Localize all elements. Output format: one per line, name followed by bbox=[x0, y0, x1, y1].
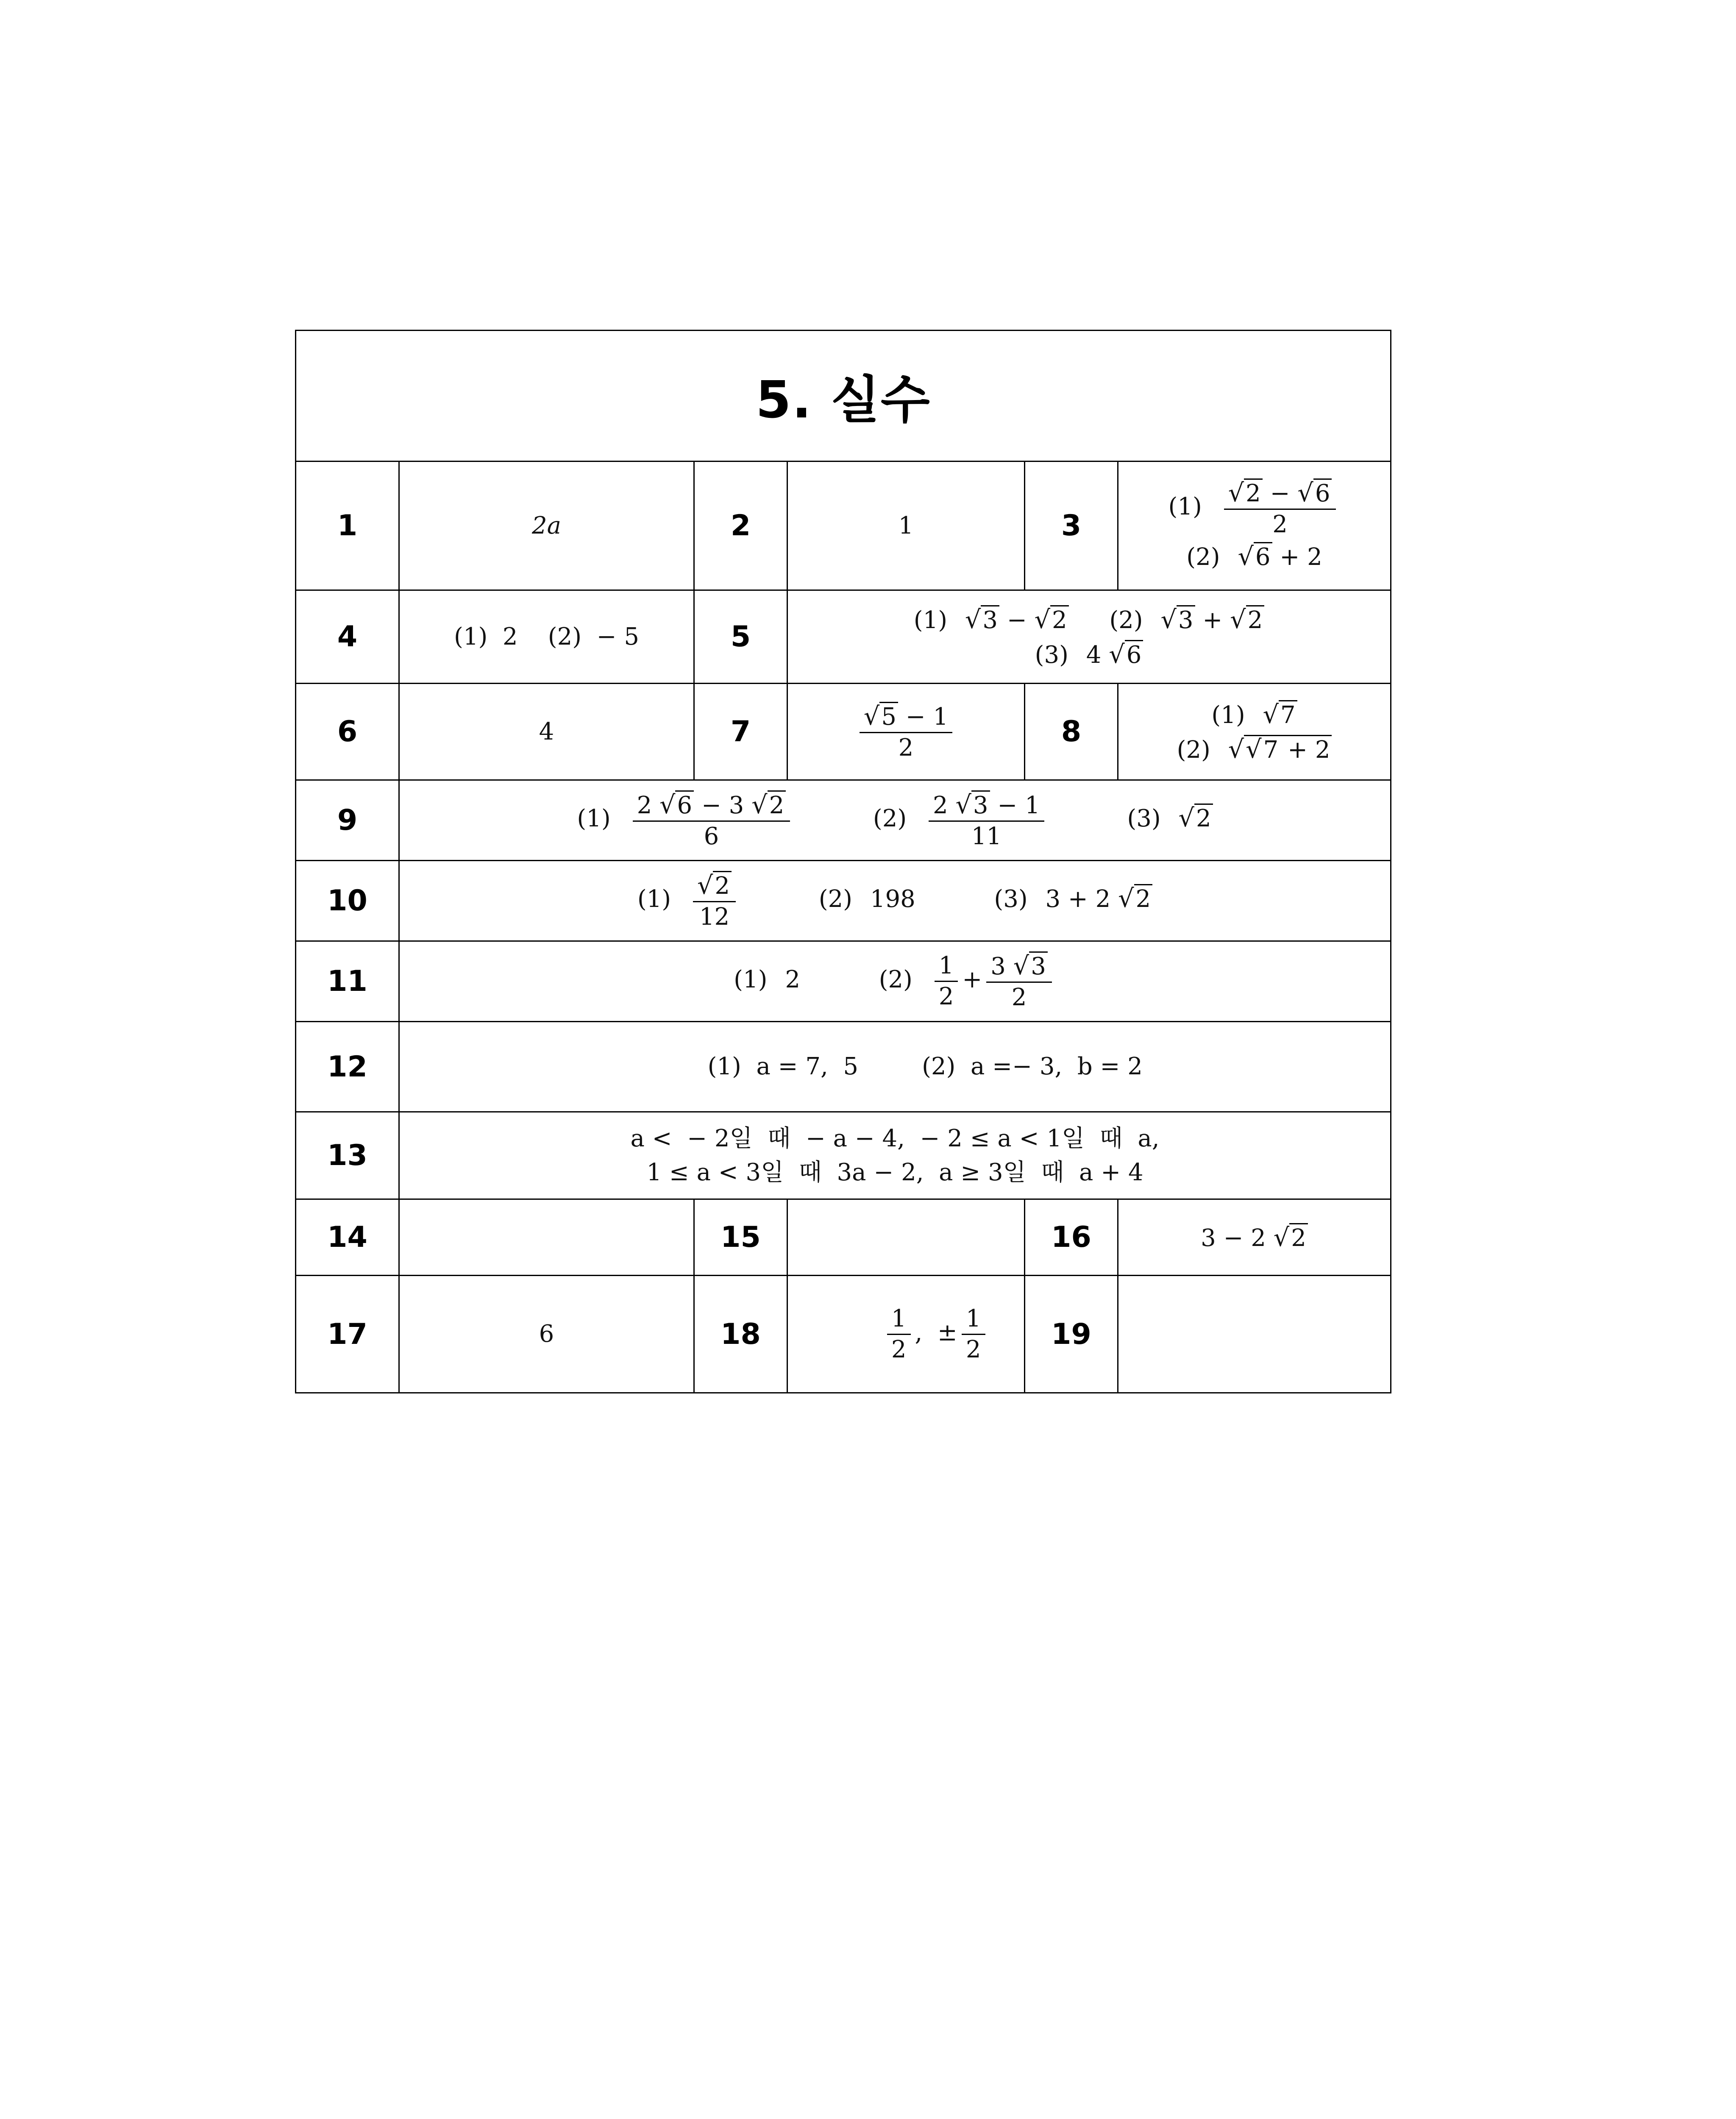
table-row bbox=[296, 1199, 1391, 1276]
answer-cell: (1) $\frac{2 √6 - 3 √2}{6}$ (2) $\frac{2 √3 - 1}{11}$ (3) √2 bbox=[399, 780, 1391, 861]
answer-cell bbox=[787, 462, 1025, 590]
answer-cell: 3 − 2 √2 bbox=[1118, 1199, 1391, 1276]
problem-number: 6 bbox=[296, 684, 399, 780]
problem-number: 12 bbox=[296, 1022, 399, 1112]
title-cell bbox=[296, 331, 1391, 462]
answer-cell: (1) $\frac{√2}{12}$ (2) 198 (3) 3 + 2 √2 bbox=[399, 861, 1391, 941]
answer-cell: (1) $\frac{√2 - √6}{2}$ (2) √6 + 2 bbox=[1118, 462, 1391, 590]
problem-number: 10 bbox=[296, 861, 399, 941]
answer-cell: (1) √7 (2) √√7 + 2 bbox=[1118, 684, 1391, 780]
problem-number: 3 bbox=[1025, 462, 1118, 590]
answer-cell: 6 bbox=[399, 1276, 694, 1393]
problem-number: 1 bbox=[296, 462, 399, 590]
answer-cell: (1) √3 − √2 (2) √3 + √2 (3) 4 √6 bbox=[787, 590, 1391, 684]
answer-cell bbox=[399, 590, 694, 684]
fraction: $\frac{√2 - √6}{2}$ bbox=[1224, 479, 1336, 537]
table-row bbox=[296, 1022, 1391, 1112]
table-row bbox=[296, 1276, 1391, 1393]
problem-number: 15 bbox=[694, 1199, 787, 1276]
answer-cell bbox=[399, 684, 694, 780]
answer-cell bbox=[787, 1199, 1025, 1276]
problem-number: 17 bbox=[296, 1276, 399, 1393]
answer-cell bbox=[787, 684, 1025, 780]
problem-number: 8 bbox=[1025, 684, 1118, 780]
problem-number: 13 bbox=[296, 1112, 399, 1199]
answer-cell bbox=[399, 462, 694, 590]
answer-cell: (1) a = 7, 5 (2) a =− 3, b = 2 bbox=[399, 1022, 1391, 1112]
problem-number: 11 bbox=[296, 941, 399, 1022]
answer-text: 1 bbox=[898, 512, 914, 539]
table-row bbox=[296, 462, 1391, 590]
answer-cell bbox=[1118, 1276, 1391, 1393]
answer-cell: (1) 2 (2) $\frac{1}{2}$ + $\frac{3 √3}{2}$ bbox=[399, 941, 1391, 1022]
table-row bbox=[296, 861, 1391, 941]
problem-number: 19 bbox=[1025, 1276, 1118, 1393]
problem-number: 18 bbox=[694, 1276, 787, 1393]
table-row bbox=[296, 1112, 1391, 1199]
answer-table bbox=[295, 330, 1391, 1393]
answer-text: (1) 2 (2) − 5 bbox=[453, 623, 640, 651]
problem-number: 7 bbox=[694, 684, 787, 780]
answer-text: 4 bbox=[539, 717, 554, 745]
answer-text: 2a bbox=[531, 512, 561, 539]
problem-number: 5 bbox=[694, 590, 787, 684]
problem-number: 14 bbox=[296, 1199, 399, 1276]
radical: √6 bbox=[1238, 543, 1272, 571]
problem-number: 16 bbox=[1025, 1199, 1118, 1276]
answer-cell bbox=[399, 1199, 694, 1276]
problem-number: 9 bbox=[296, 780, 399, 861]
fraction: $\frac{√5 - 1}{2}$ bbox=[860, 703, 952, 761]
answer-cell: $\frac{1}{2}$ , ± $\frac{1}{2}$ bbox=[787, 1276, 1025, 1393]
problem-number: 4 bbox=[296, 590, 399, 684]
answer-cell: a < − 2일 때 − a − 4, − 2 ≤ a < 1일 때 a, 1 ≤ a < 3일 때 3a − 2, a ≥ 3일 때 a + 4 bbox=[399, 1112, 1391, 1199]
page-title: 5. 실수 bbox=[756, 371, 931, 430]
table-row bbox=[296, 780, 1391, 861]
table-row bbox=[296, 684, 1391, 780]
table-row bbox=[296, 941, 1391, 1022]
problem-number: 2 bbox=[694, 462, 787, 590]
table-row bbox=[296, 590, 1391, 684]
